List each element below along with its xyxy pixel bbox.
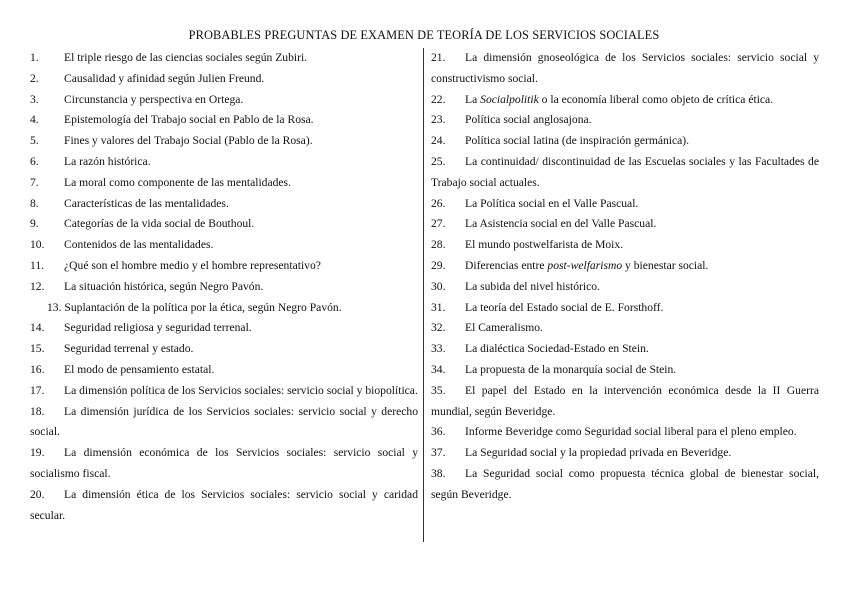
- item-number: 26.: [431, 196, 446, 210]
- list-item: [30, 402, 418, 444]
- item-number: 31.: [431, 300, 446, 314]
- item-number: 10.: [30, 238, 45, 252]
- list-item: [30, 48, 418, 69]
- list-item: [431, 131, 819, 152]
- list-item: [30, 90, 418, 111]
- item-number: 2.: [30, 71, 39, 85]
- list-item: [30, 110, 418, 131]
- item-text: La dimensión gnoseológica de los Servicios sociales: servicio social y constructivismo social.: [431, 51, 819, 85]
- item-text: Categorías de la vida social de Bouthoul.: [64, 217, 255, 231]
- list-item: [30, 194, 418, 215]
- item-number: 27.: [431, 217, 446, 231]
- list-item: [431, 318, 819, 339]
- list-item: [431, 298, 819, 319]
- item-text: El papel del Estado en la intervención económica desde la II Guerra mundial, según Beveridge.: [431, 383, 819, 418]
- item-number: 24.: [431, 134, 446, 148]
- list-item: [431, 235, 819, 256]
- item-text: El Cameralismo.: [465, 321, 543, 335]
- item-number: 16.: [30, 362, 45, 376]
- item-text: El triple riesgo de las ciencias sociales según Zubiri.: [64, 51, 308, 64]
- item-text-emphasis: Socialpolitik: [480, 92, 539, 106]
- item-text: La subida del nivel histórico.: [465, 279, 600, 293]
- item-text-prefix: La: [465, 92, 481, 106]
- item-number: 18.: [30, 404, 45, 418]
- item-text: Fines y valores del Trabajo Social (Pablo de la Rosa).: [64, 134, 313, 148]
- item-number: 33.: [431, 342, 446, 356]
- list-item: [30, 277, 418, 298]
- item-number: 20.: [30, 487, 45, 501]
- list-item: [431, 256, 819, 277]
- item-number: 32.: [431, 321, 446, 335]
- item-text-emphasis: post-welfarismo: [547, 258, 623, 272]
- list-item: [30, 69, 418, 90]
- item-text: La teoría del Estado social de E. Forsthoff.: [465, 300, 664, 314]
- item-text: Política social anglosajona.: [465, 113, 592, 127]
- document-title: PROBABLES PREGUNTAS DE EXAMEN DE TEORÍA DE LOS SERVICIOS SOCIALES: [188, 28, 660, 42]
- list-item: [30, 318, 418, 339]
- item-text: La dimensión económica de los Servicios sociales: servicio social y socialismo fiscal.: [30, 446, 418, 480]
- item-text: La dialéctica Sociedad-Estado en Stein.: [465, 342, 649, 356]
- item-text: Circunstancia y perspectiva en Ortega.: [64, 92, 244, 106]
- item-number: 7.: [30, 175, 39, 189]
- item-text: Seguridad terrenal y estado.: [64, 342, 194, 356]
- item-text: El mundo postwelfarista de Moix.: [465, 238, 624, 252]
- question-list-left: [30, 48, 418, 526]
- list-item: [30, 339, 418, 360]
- item-number: 13.: [47, 300, 62, 314]
- item-number: 25.: [431, 154, 446, 168]
- item-number: 5.: [30, 134, 39, 148]
- list-item: [30, 360, 418, 381]
- item-text: La moral como componente de las mentalidades.: [64, 175, 291, 189]
- list-item: [30, 443, 418, 485]
- item-number: 23.: [431, 113, 446, 127]
- list-item: [30, 214, 418, 235]
- item-text: Características de las mentalidades.: [64, 196, 229, 210]
- item-text: Política social latina (de inspiración germánica).: [465, 134, 690, 148]
- list-item: [431, 48, 819, 90]
- item-number: 1.: [30, 51, 39, 64]
- list-item: [30, 152, 418, 173]
- list-item: [431, 152, 819, 194]
- item-number: 8.: [30, 196, 39, 210]
- list-item: [431, 443, 819, 464]
- item-text-suffix: y bienestar social.: [622, 258, 709, 272]
- item-text: Contenidos de las mentalidades.: [64, 238, 214, 252]
- item-text: La propuesta de la monarquía social de Stein.: [465, 362, 677, 376]
- list-item: [30, 381, 418, 402]
- item-number: 38.: [431, 466, 446, 480]
- item-number: 17.: [30, 383, 45, 397]
- list-item: [431, 90, 819, 111]
- item-text: La situación histórica, según Negro Pavón.: [64, 279, 264, 293]
- item-text: Seguridad religiosa y seguridad terrenal.: [64, 321, 252, 335]
- item-text: La dimensión ética de los Servicios sociales: servicio social y caridad secular.: [30, 487, 418, 522]
- item-text-suffix: o la economía liberal como objeto de crítica ética.: [538, 92, 774, 106]
- item-text: Suplantación de la política por la ética, según Negro Pavón.: [64, 300, 342, 314]
- item-text: La dimensión jurídica de los Servicios sociales: servicio social y derecho social.: [30, 404, 418, 439]
- list-item: [431, 422, 819, 443]
- item-number: 30.: [431, 279, 446, 293]
- item-text: Informe Beveridge como Seguridad social liberal para el pleno empleo.: [465, 425, 797, 439]
- item-number: 22.: [431, 92, 446, 106]
- question-list-right: [431, 48, 819, 506]
- item-text: La dimensión política de los Servicios sociales: servicio social y biopolítica.: [64, 383, 418, 397]
- list-item: [30, 485, 418, 527]
- list-item: [431, 277, 819, 298]
- item-text: ¿Qué son el hombre medio y el hombre representativo?: [64, 258, 321, 272]
- list-item: [30, 131, 418, 152]
- item-number: 21.: [431, 51, 446, 64]
- item-text: La razón histórica.: [64, 154, 151, 168]
- list-item: [431, 381, 819, 423]
- item-text: La Política social en el Valle Pascual.: [465, 196, 639, 210]
- item-number: 19.: [30, 446, 45, 460]
- item-text: La Asistencia social en del Valle Pascual.: [465, 217, 657, 231]
- list-item: [431, 110, 819, 131]
- item-number: 29.: [431, 258, 446, 272]
- item-text: La Seguridad social y la propiedad privada en Beveridge.: [465, 446, 732, 460]
- item-number: 15.: [30, 342, 45, 356]
- list-item: [431, 464, 819, 506]
- list-item: [431, 360, 819, 381]
- item-number: 34.: [431, 362, 446, 376]
- list-item: [30, 173, 418, 194]
- item-number: 4.: [30, 113, 39, 127]
- list-item: [30, 235, 418, 256]
- item-number: 3.: [30, 92, 39, 106]
- item-number: 12.: [30, 279, 45, 293]
- item-text: La continuidad/ discontinuidad de las Escuelas sociales y las Facultades de Trabajo social actuales.: [431, 154, 819, 189]
- item-number: 9.: [30, 217, 39, 231]
- item-number: 35.: [431, 383, 446, 397]
- list-item: [30, 256, 418, 277]
- list-item: [431, 214, 819, 235]
- item-number: 28.: [431, 238, 446, 252]
- list-item: [431, 194, 819, 215]
- item-number: 36.: [431, 425, 446, 439]
- item-text: El modo de pensamiento estatal.: [64, 362, 215, 376]
- list-item: [431, 339, 819, 360]
- item-text-prefix: Diferencias entre: [465, 258, 548, 272]
- item-number: 14.: [30, 321, 45, 335]
- item-text: Epistemología del Trabajo social en Pablo de la Rosa.: [64, 113, 314, 127]
- item-text: La Seguridad social como propuesta técnica global de bienestar social, según Beveridge.: [431, 466, 819, 501]
- item-number: 6.: [30, 154, 39, 168]
- item-text: Causalidad y afinidad según Julien Freund.: [64, 71, 265, 85]
- item-number: 37.: [431, 446, 446, 460]
- list-item: [30, 298, 418, 319]
- column-divider: [423, 48, 424, 542]
- item-number: 11.: [30, 258, 45, 272]
